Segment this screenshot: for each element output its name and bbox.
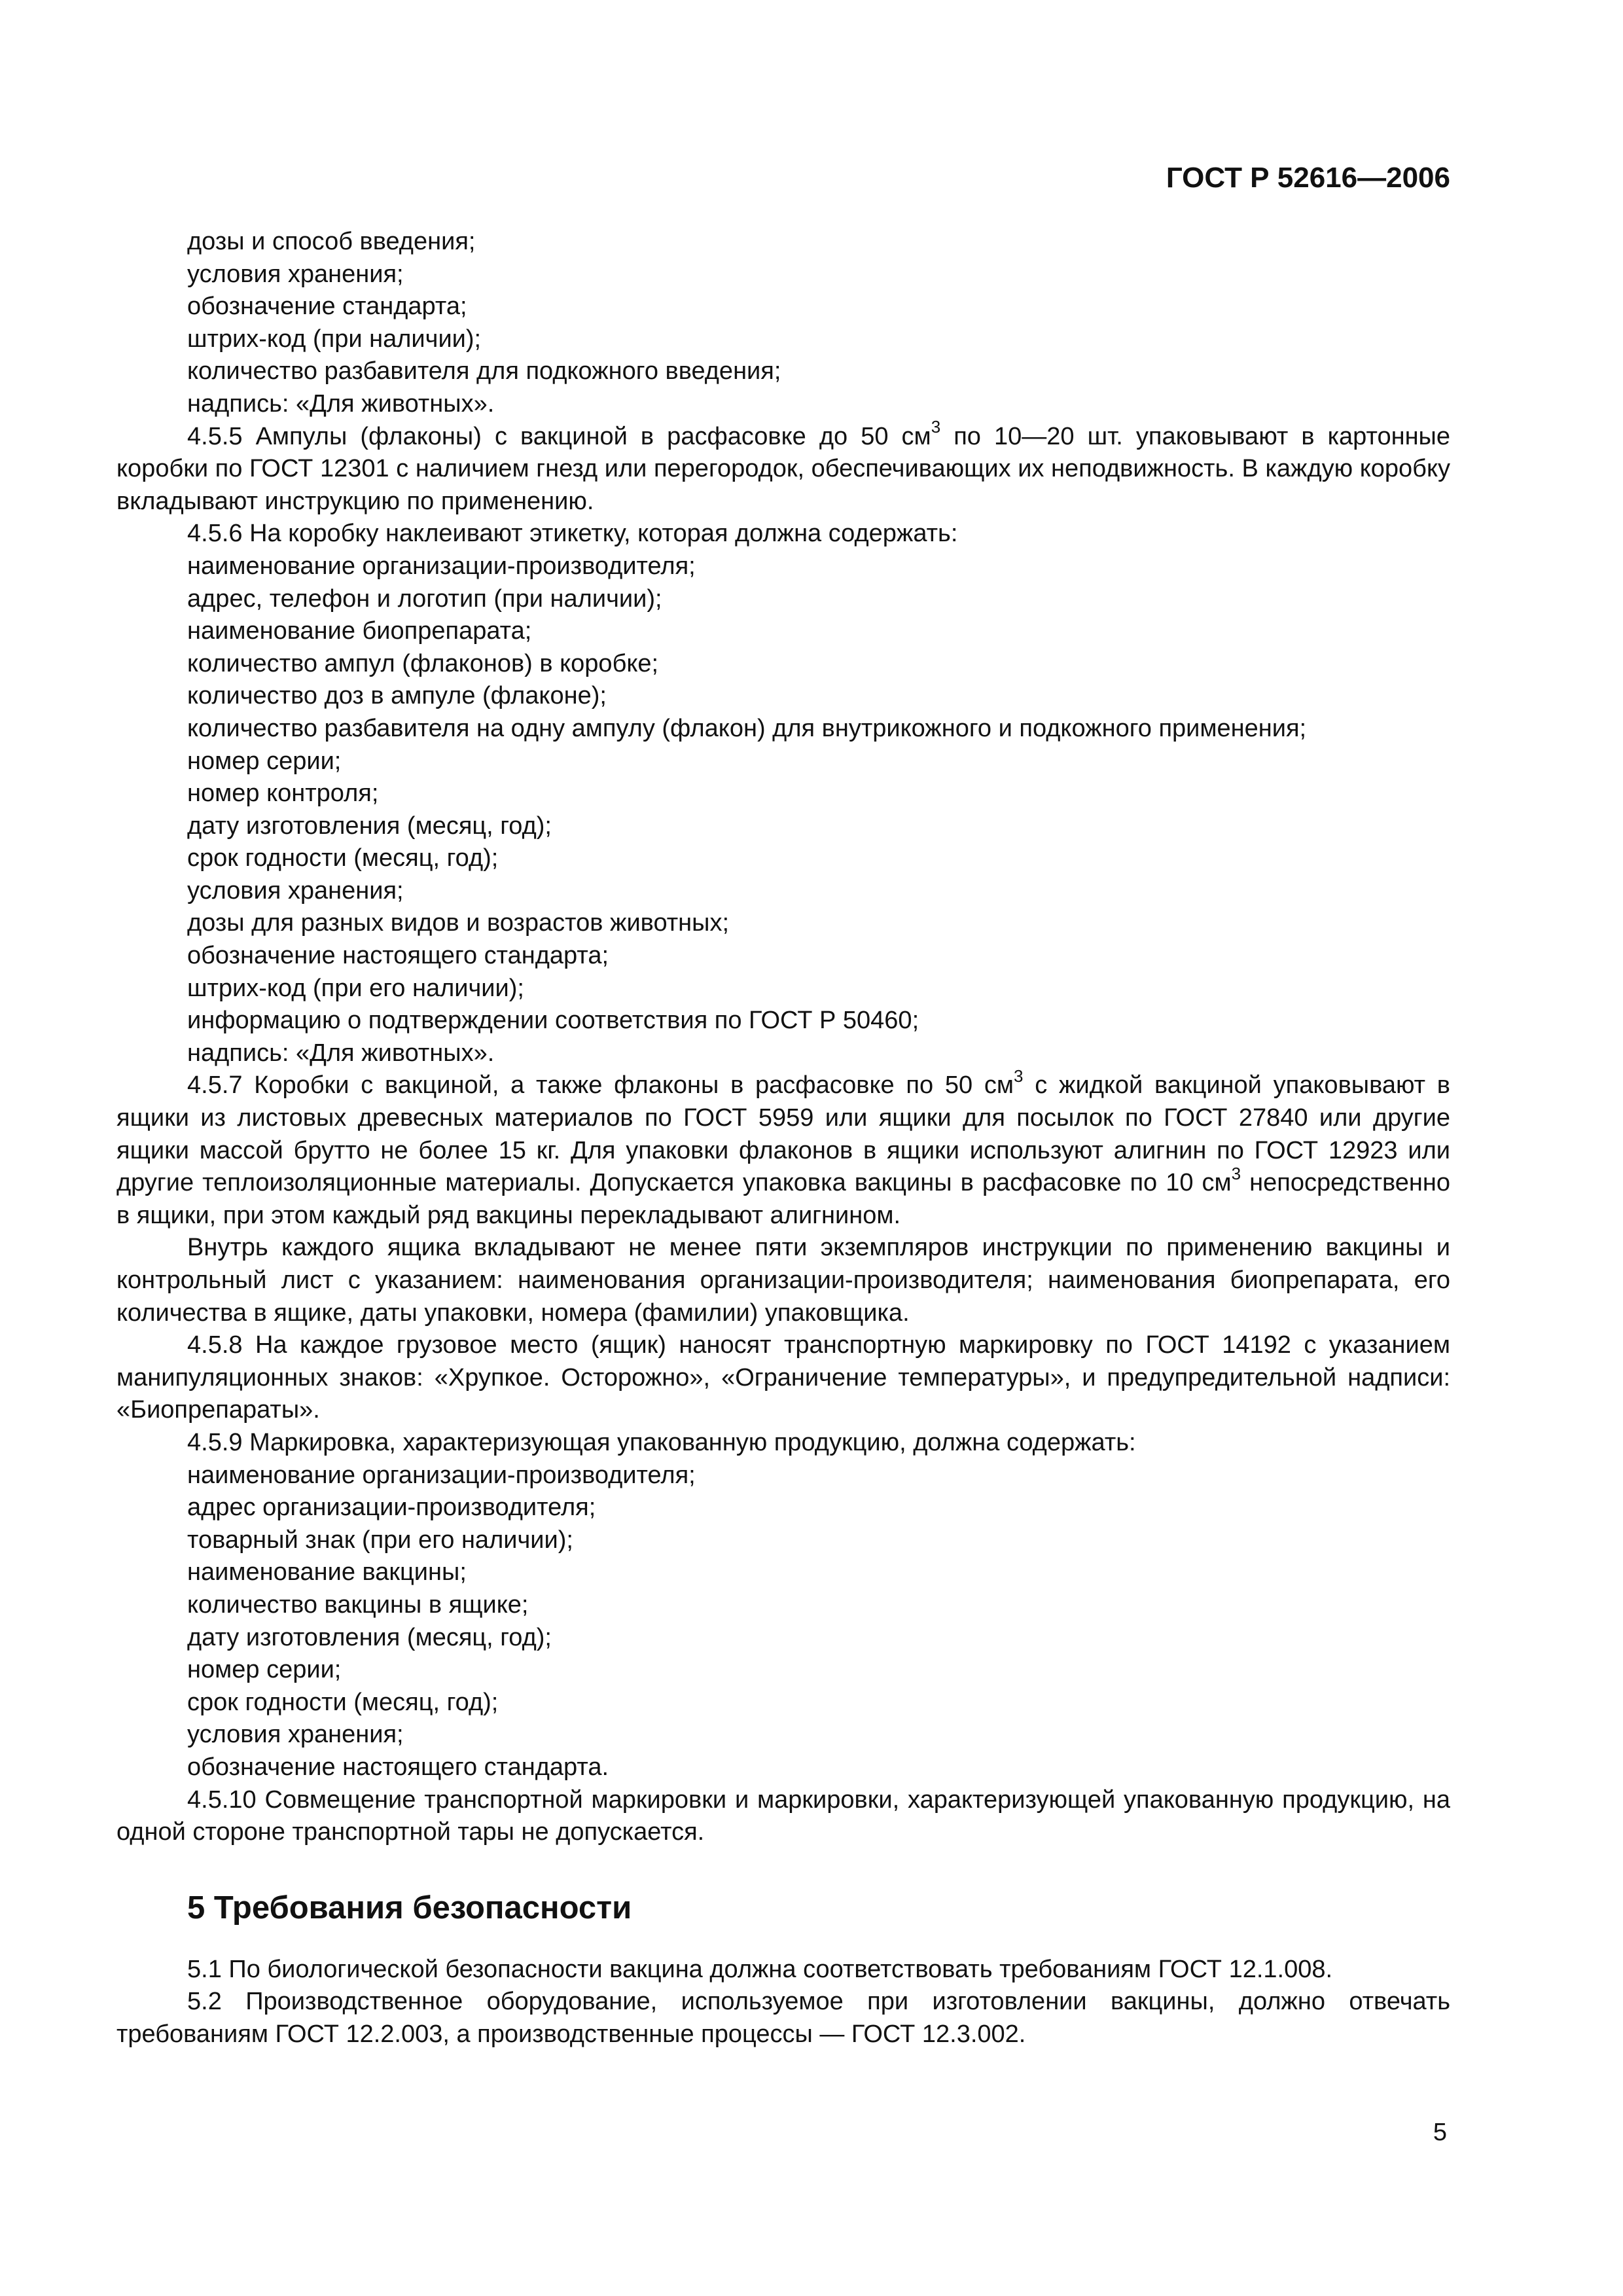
list-item: обозначение настоящего стандарта. [187,1753,609,1781]
list-item: штрих-код (при его наличии); [187,974,524,1002]
list-item: дату изготовления (месяц, год); [187,1623,552,1651]
list-item: срок годности (месяц, год); [187,1688,499,1716]
clause-4-5-7 [116,1066,1451,1232]
list-item: номер контроля; [187,780,379,808]
list-item: условия хранения; [187,876,404,905]
list-item: дозы и способ введения; [187,228,476,255]
clause-4-5-7-text-2: с жидкой вакциной упаковывают в ящики из листовых древесных материалов по ГОСТ 5959 или ящики для посылок по ГОСТ 27840 или другие ящики массой брутто не более 15 кг. Для упаковки флаконов в ящики используют алигнин по ГОСТ 12923 или другие теплоизоляционные материалы. Допускается упаковка вакцины в расфасовке по 10 см [116,1071,1450,1197]
page-number: 5 [1433,2119,1447,2146]
clause-4-5-7-text-1: 4.5.7 Коробки с вакциной, а также флаконы в расфасовке по 50 см [187,1071,1014,1100]
clause-4-5-5 [116,416,1451,518]
list-item: обозначение настоящего стандарта; [187,942,609,970]
clause-4-5-10: 4.5.10 Совмещение транспортной маркировки и маркировки, характеризующей упакованную продукцию, на одной стороне транспортной тары не допускается. [116,1785,1450,1846]
list-box-label [116,550,1450,1070]
list-item: количество разбавителя на одну ампулу (флакон) для внутрикожного и подкожного применения; [187,714,1307,742]
superscript: 3 [1231,1163,1241,1183]
list-item: количество ампул (флаконов) в коробке; [187,649,659,677]
list-item: дозы для разных видов и возрастов животных; [187,909,730,937]
document-body [116,226,1450,2051]
standard-header: ГОСТ Р 52616—2006 [1166,162,1450,194]
list-item: надпись: «Для животных». [187,389,495,418]
list-item: надпись: «Для животных». [187,1039,495,1067]
section-5-heading: 5 Требования безопасности [187,1890,632,1926]
clause-4-5-7-text-3: непосредственно в ящики, при этом каждый ряд вакцины перекладывают алигнином. [116,1169,1451,1229]
clause-5-1: 5.1 По биологической безопасности вакцина должна соответствовать требованиям ГОСТ 12.1.008. [187,1955,1333,1983]
list-item: количество разбавителя для подкожного введения; [187,357,781,386]
list-item: адрес организации-производителя; [187,1494,596,1522]
superscript: 3 [1014,1066,1024,1086]
list-item: условия хранения; [187,1721,404,1749]
clause-4-5-8: 4.5.8 На каждое грузовое место (ящик) наносят транспортную маркировку по ГОСТ 14192 с указанием манипуляционных знаков: «Хрупкое. Осторожно», «Ограничение температуры», и предупредительной надписи: «Биопрепараты». [116,1331,1450,1424]
clause-4-5-9: 4.5.9 Маркировка, характеризующая упакованную продукцию, должна содержать: [187,1428,1136,1456]
list-item: номер серии; [187,1656,342,1684]
list-package-marking [116,1460,1450,1784]
list-item: наименование организации-производителя; [187,1461,696,1489]
list-item: количество доз в ампуле (флаконе); [187,682,607,710]
list-item: дату изготовления (месяц, год); [187,812,552,840]
clause-4-5-5-text-1: 4.5.5 Ампулы (флаконы) с вакциной в расфасовке до 50 см [187,422,931,450]
list-item: количество вакцины в ящике; [187,1590,529,1619]
list-item: срок годности (месяц, год); [187,844,499,872]
list-item: обозначение стандарта; [187,293,467,321]
list-item: наименование вакцины; [187,1558,467,1587]
list-item: наименование организации-производителя; [187,552,696,580]
list-item: условия хранения; [187,260,404,288]
list-item: наименование биопрепарата; [187,617,532,645]
list-item: товарный знак (при его наличии); [187,1526,573,1554]
clause-5-2: 5.2 Производственное оборудование, используемое при изготовлении вакцины, должно отвечать требованиям ГОСТ 12.2.003, а производственные процессы — ГОСТ 12.3.002. [116,1988,1450,2048]
list-item: номер серии; [187,747,342,775]
clause-4-5-6: 4.5.6 На коробку наклеивают этикетку, которая должна содержать: [187,520,958,548]
list-item: информацию о подтверждении соответствия по ГОСТ Р 50460; [187,1007,919,1035]
list-doses-storage [116,226,1450,421]
list-item: штрих-код (при наличии); [187,325,482,353]
clause-4-5-5-text-2: по 10—20 шт. упаковывают в картонные коробки по ГОСТ 12301 с наличием гнезд или перегородок, обеспечивающих их неподвижность. В каждую коробку вкладывают инструкцию по применению. [116,422,1451,515]
list-item: адрес, телефон и логотип (при наличии); [187,584,662,613]
superscript: 3 [931,416,941,437]
clause-4-5-7-instructions: Внутрь каждого ящика вкладывают не менее пяти экземпляров инструкции по применению вакцины и контрольный лист с указанием: наименования организации-производителя; наименования биопрепарата, его количества в ящике, даты упаковки, номера (фамилии) упаковщика. [116,1234,1450,1327]
